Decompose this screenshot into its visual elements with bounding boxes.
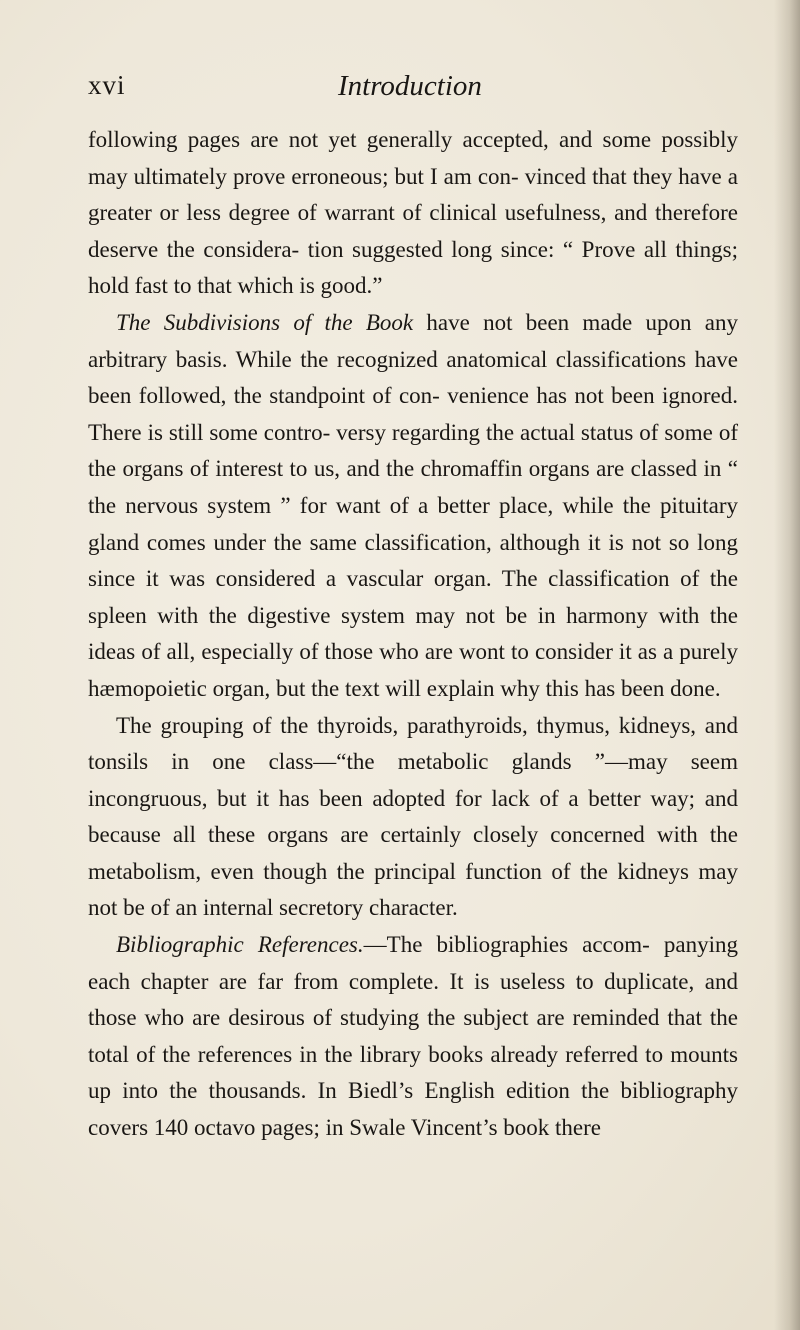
paragraph-text: have not been made upon any arbitrary basis. While the recognized anatomical classifications have been followed, the standpoint of con- venience has not been ignored. There is still some contro- versy regarding the actual status of some of the organs of interest to us, and the chromaffin organs are classed in “ the nervous system ” for want of a better place, while the pituitary gland comes under the same classification, although it is not so long since it was considered a vascular organ. The classification of the spleen with the digestive system may not be in harmony with the ideas of all, especially of those who are wont to consider it as a purely hæmopoietic organ, but the text will explain why this has been done. xyxy=(88,309,738,701)
page-edge-shadow xyxy=(774,0,800,1330)
body-text xyxy=(88,122,738,1147)
paragraph-lead-heading: The Subdivisions of the Book xyxy=(116,309,414,335)
paragraph-continuation xyxy=(88,122,738,305)
paragraph-lead-heading: Bibliographic References. xyxy=(116,932,364,958)
paragraph-grouping xyxy=(88,708,738,928)
page-number: xvi xyxy=(88,70,126,100)
paragraph-bibliographic-references xyxy=(88,927,738,1147)
page-header xyxy=(88,70,724,110)
paragraph-text: following pages are not yet generally accepted, and some possibly may ultimately prove erroneous; but I am con- vinced that they have a greater or less degree of warrant of clinical usefulness, and therefore deserve the considera- tion suggested long since: “ Prove all things; hold fast to that which is good.” xyxy=(88,127,738,299)
paragraph-text: The grouping of the thyroids, parathyroids, thymus, kidneys, and tonsils in one class—“the metabolic glands ”—may seem incongruous, but it has been adopted for lack of a better way; and because all these organs are certainly closely concerned with the metabolism, even though the principal function of the kidneys may not be of an internal secretory character. xyxy=(88,712,738,921)
paragraph-subdivisions xyxy=(88,305,738,708)
running-title: Introduction xyxy=(338,70,482,102)
paragraph-text: —The bibliographies accom- panying each chapter are far from complete. It is useless to duplicate, and those who are desirous of studying the subject are reminded that the total of the references in the library books already referred to mounts up into the thousands. In Biedl’s English edition the bibliography covers 140 octavo pages; in Swale Vincent’s book there xyxy=(88,932,738,1141)
